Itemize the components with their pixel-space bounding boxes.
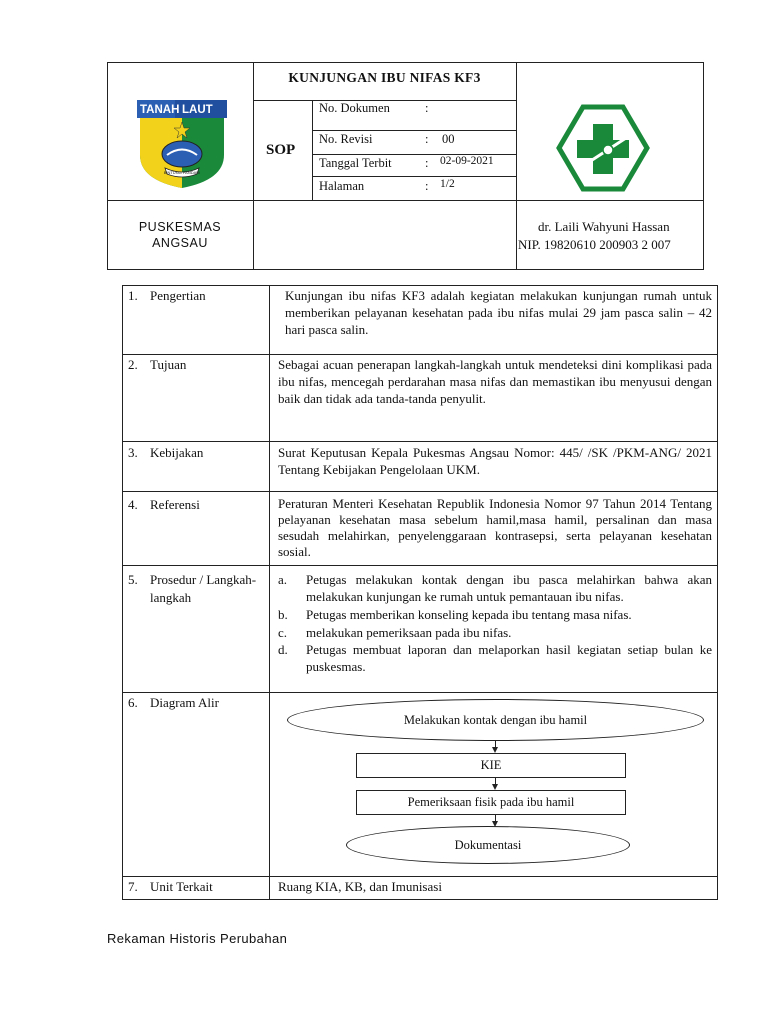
signer-name: dr. Laili Wahyuni Hassan <box>538 219 670 234</box>
tanah-laut-logo <box>137 100 227 190</box>
section-label-prosedur: Prosedur / Langkah-langkah <box>150 572 257 605</box>
section-num: 5. <box>128 572 138 587</box>
section-label-tujuan: Tujuan <box>150 357 187 372</box>
meta-value-tanggal-terbit: 02-09-2021 <box>440 155 494 167</box>
section-label-kebijakan: Kebijakan <box>150 445 204 460</box>
meta-label-tanggal-terbit: Tanggal Terbit <box>319 156 392 170</box>
meta-label-no-revisi: No. Revisi <box>319 132 373 146</box>
org-line-2: ANGSAU <box>152 236 208 250</box>
procedure-item <box>278 624 712 641</box>
section-text-unit-terkait: Ruang KIA, KB, dan Imunisasi <box>278 879 442 894</box>
flow-end-oval: Dokumentasi <box>346 826 630 864</box>
meta-sep: : <box>425 156 429 170</box>
procedure-letter: c. <box>278 625 288 640</box>
section-text-pengertian: Kunjungan ibu nifas KF3 adalah kegiatan melakukan kunjungan rumah untuk memberikan pelayanan kesehatan pada ibu nifas mulai 29 jam pasca salin – 42 hari pasca salin. <box>285 288 712 337</box>
section-label-diagram-alir: Diagram Alir <box>150 695 219 710</box>
section-num: 6. <box>128 695 138 710</box>
meta-value-no-revisi: 00 <box>442 132 455 146</box>
section-text-tujuan: Sebagai acuan penerapan langkah-langkah untuk mendeteksi dini komplikasi pada ibu nifas, mencegah perdarahan masa nifas dan memastikan ibu menyusui dengan baik dan tidak ada tanda-tanda penyulit. <box>278 357 712 406</box>
meta-sep: : <box>425 132 429 146</box>
section-num: 7. <box>128 879 138 894</box>
procedure-text: Petugas melakukan kontak dengan ibu pasca melahirkan bahwa akan melakukan kunjungan ke rumah untuk pemantauan ibu nifas. <box>306 572 712 604</box>
section-label-referensi: Referensi <box>150 497 200 512</box>
section-num: 4. <box>128 497 138 512</box>
flow-start-oval: Melakukan kontak dengan ibu hamil <box>287 699 704 741</box>
section-text-kebijakan: Surat Keputusan Kepala Pukesmas Angsau Nomor: 445/ /SK /PKM-ANG/ 2021 Tentang Kebijakan Pengelolaan UKM. <box>278 445 712 477</box>
section-text-referensi: Peraturan Menteri Kesehatan Republik Indonesia Nomor 97 Tahun 2014 Tentang pelayanan kesehatan masa sebelum hamil,masa hamil, persalinan dan masa sesudah melahirkan, penyelenggaraan kontrasepsi, serta pelayanan kesehatan sosial. <box>278 496 712 559</box>
history-heading: Rekaman Historis Perubahan <box>107 931 288 946</box>
meta-label-no-dokumen: No. Dokumen <box>319 101 390 115</box>
procedure-item <box>278 606 712 623</box>
logo-text-right: LAUT <box>182 104 213 116</box>
procedure-item <box>278 641 712 675</box>
procedure-letter: b. <box>278 607 288 622</box>
procedure-text: Petugas memberikan konseling kepada ibu tentang masa nifas. <box>306 607 632 622</box>
section-num: 1. <box>128 288 138 303</box>
section-label-pengertian: Pengertian <box>150 288 206 303</box>
flow-step-pemeriksaan: Pemeriksaan fisik pada ibu hamil <box>356 790 626 815</box>
sop-label: SOP <box>266 142 296 158</box>
page-title: KUNJUNGAN IBU NIFAS KF3 <box>288 70 481 85</box>
section-num: 2. <box>128 357 138 372</box>
meta-sep: : <box>425 179 429 193</box>
meta-value-halaman: 1/2 <box>440 178 455 190</box>
signer-nip: NIP. 19820610 200903 2 007 <box>518 237 671 252</box>
procedure-text: melakukan pemeriksaan pada ibu nifas. <box>306 625 512 640</box>
section-label-unit-terkait: Unit Terkait <box>150 879 213 894</box>
procedure-letter: d. <box>278 642 288 657</box>
procedure-letter: a. <box>278 572 288 587</box>
procedure-item <box>278 571 712 605</box>
puskesmas-logo <box>556 104 650 192</box>
logo-banner-text: BINTUNG PANDARI <box>163 170 201 175</box>
org-name <box>107 219 253 251</box>
section-num: 3. <box>128 445 138 460</box>
org-line-1: PUSKESMAS <box>138 220 222 234</box>
logo-text-left: TANAH <box>140 104 180 116</box>
procedure-text: Petugas membuat laporan dan melaporkan hasil kegiatan setiap bulan ke puskesmas. <box>306 642 712 674</box>
flow-step-kie: KIE <box>356 753 626 778</box>
meta-label-halaman: Halaman <box>319 179 365 193</box>
signer-block <box>518 218 703 254</box>
meta-sep: : <box>425 101 429 115</box>
